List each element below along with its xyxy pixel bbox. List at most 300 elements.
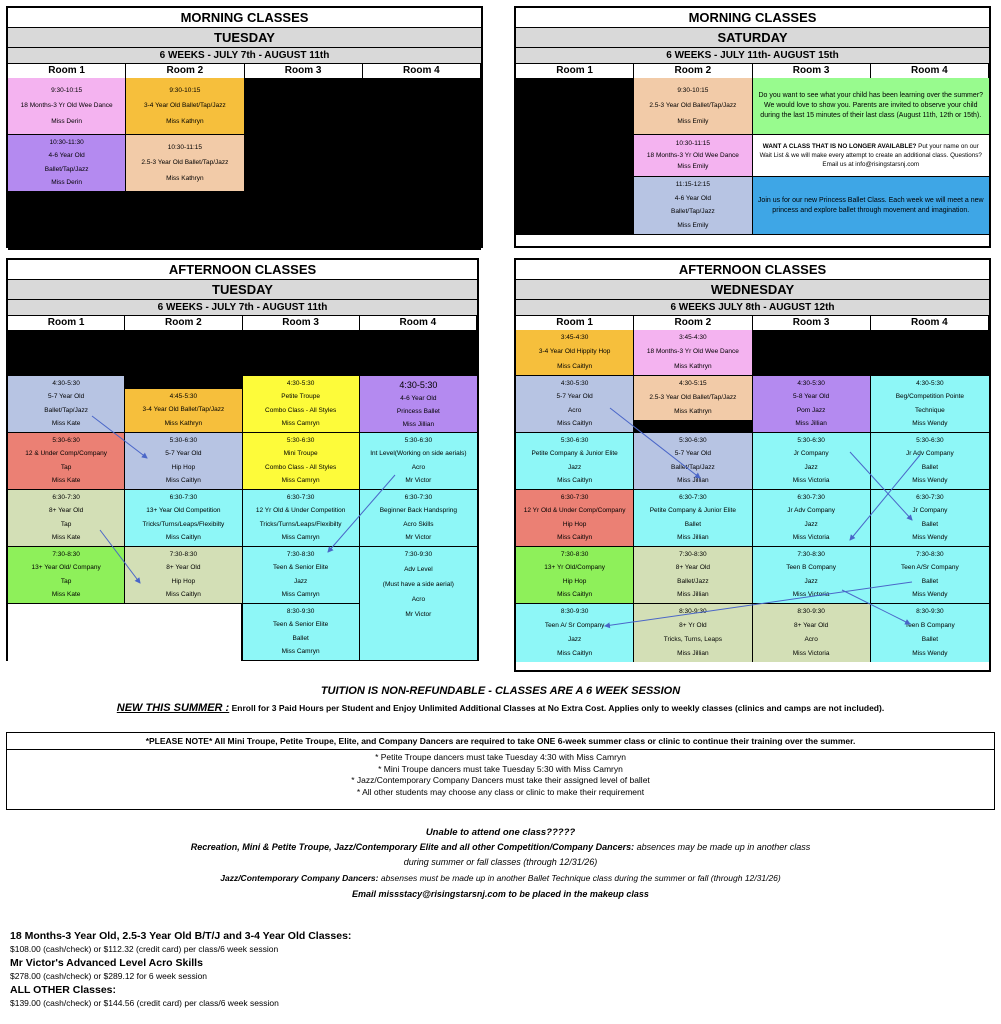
class-name: 12 Yr Old & Under Comp/Company — [523, 507, 626, 515]
room-header: Room 3 — [753, 316, 871, 331]
wednesday-afternoon-schedule — [514, 258, 991, 672]
class-cell — [360, 433, 477, 490]
class-cell — [634, 490, 752, 547]
waitlist-note — [753, 135, 990, 177]
class-cell — [753, 376, 871, 433]
class-teacher: Miss Caitlyn — [557, 591, 593, 599]
please-note-box — [6, 732, 995, 810]
class-name: 5-7 Year Old — [556, 393, 593, 401]
class-time: 4:30-5:30 — [286, 379, 315, 387]
class-time: 9:30-10:15 — [169, 86, 201, 94]
class-name: Jr Company — [793, 450, 829, 458]
class-teacher: Miss Caitlyn — [165, 591, 201, 599]
class-cell — [243, 547, 360, 604]
class-time: 7:30-8:30 — [916, 550, 944, 558]
class-cell — [634, 330, 752, 376]
section-title: AFTERNOON CLASSES — [516, 260, 989, 280]
class-teacher: Miss Jillian — [795, 420, 827, 428]
class-style: Tricks/Turns/Leaps/Flexibilty — [142, 520, 225, 528]
class-style: Ballet/Tap/Jazz — [44, 165, 89, 173]
class-style: Jazz — [567, 463, 582, 471]
class-name: 4-6 Year Old — [400, 394, 437, 402]
class-style: Tap — [60, 463, 72, 471]
class-cell — [126, 135, 244, 192]
room-header: Room 2 — [634, 64, 752, 79]
class-name: Petite Troupe — [281, 393, 320, 401]
class-time: 11:15-12:15 — [675, 180, 710, 188]
class-time: 4:30-5:30 — [797, 379, 825, 387]
requirement-line: * Petite Troupe dancers must take Tuesday 4:30 with Miss Camryn — [375, 752, 626, 762]
requirement-line: * All other students may choose any class or clinic to make their requirement — [356, 786, 645, 797]
class-name: Teen & Senior Elite — [272, 621, 329, 629]
class-time: 4:30-5:30 — [916, 379, 944, 387]
class-style: Ballet — [921, 520, 938, 528]
class-name: 2.5-3 Year Old Ballet/Tap/Jazz — [649, 102, 737, 109]
class-time: 10:30-11:15 — [167, 143, 202, 151]
class-style: Acro — [804, 636, 818, 643]
class-teacher: Miss Victoria — [792, 477, 830, 485]
class-cell — [634, 376, 751, 420]
class-cell — [753, 547, 871, 604]
class-time: 5:30-6:30 — [286, 436, 315, 444]
day-title: TUESDAY — [8, 280, 477, 300]
class-time: 4:45-5:30 — [169, 392, 198, 400]
class-style: Ballet — [684, 520, 701, 528]
class-style: Ballet — [292, 634, 309, 642]
class-teacher: Miss Caitlyn — [557, 650, 593, 657]
class-name: 8+ Year Old — [675, 564, 710, 572]
class-name: 13+ Year Old Competition — [146, 507, 221, 515]
session-dates: 6 WEEKS - JULY 7th - AUGUST 11th — [8, 48, 481, 64]
class-time: 6:30-7:30 — [560, 493, 589, 501]
class-cell — [8, 78, 126, 135]
class-name: 12 Yr Old & Under Competition — [255, 507, 346, 515]
class-teacher: Miss Derin — [51, 179, 82, 187]
class-style: Hip Hop — [562, 520, 587, 528]
class-time: 4:30-5:15 — [679, 380, 707, 387]
class-cell — [516, 433, 634, 490]
empty-area — [8, 604, 125, 661]
class-name: 13+ Yr Old/Company — [544, 564, 605, 572]
class-time: 10:30-11:30 — [49, 138, 84, 146]
class-style: Jazz — [804, 463, 818, 471]
makeup-bold: Jazz/Contemporary Company Dancers: — [220, 873, 379, 883]
class-cell — [634, 177, 752, 235]
class-name: 8+ Yr Old — [679, 622, 707, 629]
class-time: 10:30-11:15 — [675, 139, 710, 147]
requirement-line: * Mini Troupe dancers must take Tuesday 5:30 with Miss Camryn — [378, 763, 623, 774]
class-style: Combo Class - All Styles — [265, 463, 337, 471]
class-teacher: Miss Kate — [51, 420, 81, 428]
class-teacher: Miss Kathryn — [166, 174, 204, 182]
class-time: 7:30-8:30 — [169, 550, 198, 558]
class-time: 5:30-6:30 — [797, 436, 825, 444]
section-title: MORNING CLASSES — [8, 8, 481, 28]
class-name: 13+ Year Old/ Company — [31, 564, 101, 572]
waitlist-heading: WANT A CLASS THAT IS NO LONGER AVAILABLE? — [762, 143, 917, 150]
class-name: 3-4 Year Old Ballet/Tap/Jazz — [142, 406, 225, 414]
class-teacher: Miss Emily — [677, 222, 709, 230]
class-name: Petite Company & Junior Elite — [649, 507, 737, 515]
saturday-morning-schedule — [514, 6, 991, 248]
pricing-heading: Mr Victor's Advanced Level Acro Skills — [10, 957, 203, 969]
class-teacher: Miss Kathryn — [674, 362, 712, 370]
class-style: Ballet — [921, 636, 938, 643]
pricing-heading: ALL OTHER Classes: — [10, 984, 116, 996]
class-teacher: Miss Jillian — [677, 591, 709, 599]
class-name: Beginner Back Handspring — [379, 507, 458, 515]
class-cell — [634, 604, 752, 662]
class-cell — [126, 78, 244, 135]
empty-slot — [8, 192, 126, 250]
empty-slot — [516, 78, 634, 235]
class-style: Tricks, Turns, Leaps — [663, 636, 723, 643]
class-cell — [871, 547, 989, 604]
class-time: 8:30-9:30 — [560, 608, 589, 615]
room-header: Room 4 — [871, 64, 989, 79]
makeup-email-line: Email missstacy@risingstarsnj.com to be placed in the makeup class — [352, 889, 649, 899]
class-cell — [753, 433, 871, 490]
class-teacher: Miss Caitlyn — [557, 477, 593, 485]
class-style: Hip Hop — [171, 463, 196, 471]
class-style: Technique — [915, 406, 945, 414]
observe-note-text: Do you want to see what your child has been learning over the summer? We would love to show you. Parents are invited to observe your child during the last 15 minutes of their last class (August 11th, 12th or 15th). — [758, 92, 983, 119]
class-cell — [634, 135, 752, 177]
class-cell — [516, 376, 634, 433]
class-style: Acro Skills — [403, 520, 434, 528]
class-teacher: Mr Victor — [405, 477, 432, 485]
session-dates: 6 WEEKS - JULY 11th- AUGUST 15th — [516, 48, 989, 64]
class-teacher: Miss Camryn — [281, 477, 320, 485]
class-cell — [8, 376, 125, 433]
class-style: Jazz — [567, 636, 582, 643]
princess-note — [753, 177, 990, 235]
class-teacher: Miss Caitlyn — [557, 420, 593, 428]
room-header: Room 3 — [243, 316, 360, 331]
class-teacher: Miss Jillian — [677, 477, 709, 485]
class-style: Ballet — [921, 577, 938, 585]
class-cell — [243, 433, 360, 490]
class-teacher: Miss Caitlyn — [557, 362, 593, 370]
class-cell — [516, 547, 634, 604]
class-style: Acro — [411, 596, 426, 603]
observe-note — [753, 78, 990, 135]
princess-note-text: Join us for our new Princess Ballet Class. Each week we will meet a new princess and explore ballet through movement and imagination. — [757, 196, 984, 214]
class-teacher: Mr Victor — [405, 534, 432, 542]
class-style: Jazz — [804, 520, 818, 528]
class-time: 6:30-7:30 — [797, 493, 825, 501]
class-time: 5:30-6:30 — [560, 436, 589, 444]
empty-slot — [245, 78, 363, 250]
pricing-section — [10, 929, 351, 1010]
class-style: Ballet — [921, 463, 938, 471]
makeup-title: Unable to attend one class????? — [425, 827, 576, 838]
class-name: Teen B Company — [786, 564, 837, 572]
class-name: 18 Months-3 Yr Old Wee Dance — [646, 348, 739, 356]
room-header: Room 1 — [8, 64, 126, 79]
class-name: 8+ Year Old — [166, 564, 201, 572]
class-name: Teen & Senior Elite — [272, 564, 329, 572]
pricing-text: $278.00 (cash/check) or $289.12 for 6 week session — [10, 971, 208, 981]
class-style: Acro — [567, 406, 582, 414]
class-time: 6:30-7:30 — [286, 493, 315, 501]
class-cell — [516, 604, 634, 662]
makeup-bold: Recreation, Mini & Petite Troupe, Jazz/Contemporary Elite and all other Competition/Company Dancers: — [190, 842, 635, 852]
class-cell — [8, 547, 125, 604]
please-note-header: *PLEASE NOTE* All Mini Troupe, Petite Troupe, Elite, and Company Dancers are required to take ONE 6-week summer class or clinic to continue their training over the summer. — [7, 733, 994, 750]
class-time: 3:45-4:30 — [560, 334, 589, 342]
class-name: 5-7 Year Old — [674, 450, 711, 458]
session-dates: 6 WEEKS JULY 8th - AUGUST 12th — [516, 300, 989, 316]
class-teacher: Miss Wendy — [912, 534, 948, 542]
class-name: 5-7 Year Old — [48, 393, 85, 401]
day-title: WEDNESDAY — [516, 280, 989, 300]
new-this-summer — [0, 702, 1001, 714]
class-teacher: Miss Emily — [677, 117, 709, 125]
class-time: 7:30-8:30 — [560, 550, 589, 558]
class-cell — [8, 490, 125, 547]
class-time: 7:30-8:30 — [679, 550, 707, 558]
class-name: 5-7 Year Old — [165, 450, 202, 458]
class-style: Combo Class - All Styles — [265, 406, 337, 414]
class-time: 6:30-7:30 — [52, 493, 80, 501]
class-style: Hip Hop — [562, 577, 587, 585]
class-style: Tricks/Turns/Leaps/Flexibilty — [259, 520, 342, 528]
empty-slot — [126, 192, 244, 250]
class-name: Jr Adv Company — [906, 450, 954, 458]
class-time: 8:30-9:30 — [797, 608, 825, 615]
room-header: Room 4 — [871, 316, 989, 331]
class-style: Acro — [411, 463, 426, 471]
class-time: 9:30-10:15 — [677, 86, 709, 94]
class-cell — [753, 604, 871, 662]
class-cell — [360, 376, 477, 433]
empty-slot — [360, 330, 477, 376]
class-teacher: Miss Kathryn — [164, 420, 203, 428]
empty-slot — [243, 330, 360, 376]
day-title: SATURDAY — [516, 28, 989, 48]
session-dates: 6 WEEKS - JULY 7th - AUGUST 11th — [8, 300, 477, 316]
class-cell — [8, 135, 126, 192]
class-name: 3-4 Year Old Hippity Hop — [538, 348, 611, 356]
empty-slot — [125, 330, 242, 376]
class-style: Ballet/Tap/Jazz — [671, 208, 715, 216]
class-name: Teen A/ Sr Company — [544, 622, 605, 629]
class-style: Hip Hop — [171, 577, 196, 585]
class-style: Ballet/Tap/Jazz — [671, 463, 715, 471]
class-cell — [243, 490, 360, 547]
empty-slot — [363, 78, 481, 250]
day-title: TUESDAY — [8, 28, 481, 48]
class-cell — [516, 490, 634, 547]
class-name: Adv Level — [404, 566, 433, 573]
class-style: Jazz — [804, 577, 818, 585]
class-cell — [360, 490, 477, 547]
class-time: 5:30-6:30 — [52, 436, 80, 444]
room-header: Room 1 — [516, 64, 634, 79]
tuesday-morning-schedule — [6, 6, 483, 248]
tuesday-afternoon-schedule — [6, 258, 479, 668]
empty-slot — [753, 330, 871, 376]
class-time: 5:30-6:30 — [169, 436, 198, 444]
makeup-line — [0, 873, 1001, 883]
pricing-heading: 18 Months-3 Year Old, 2.5-3 Year Old B/T/J and 3-4 Year Old Classes: — [10, 930, 352, 942]
requirement-line: * Jazz/Contemporary Company Dancers must take their assigned level of ballet — [351, 775, 650, 785]
makeup-line — [0, 842, 1001, 852]
class-teacher: Miss Jillian — [677, 534, 709, 542]
class-name: Int Level(Working on side aerials) — [370, 450, 467, 458]
new-text: Enroll for 3 Paid Hours per Student and Enjoy Unlimited Additional Classes at No Extra Cost. Applies only to weekly classes (clinics and camps are not included). — [229, 703, 885, 713]
class-teacher: Miss Emily — [677, 163, 709, 171]
class-name: Mini Troupe — [283, 450, 318, 458]
class-name: Jr Adv Company — [787, 507, 835, 515]
class-style: Tap — [60, 520, 72, 528]
class-teacher: Miss Victoria — [792, 534, 830, 542]
class-name: 3-4 Year Old Ballet/Tap/Jazz — [144, 102, 226, 109]
class-teacher: Miss Camryn — [281, 648, 320, 656]
makeup-line: during summer or fall classes (through 12/31/26) — [403, 857, 598, 867]
room-header: Room 4 — [360, 316, 477, 331]
class-time: 4:30-5:30 — [52, 379, 80, 387]
split-cell — [634, 376, 752, 433]
class-time: 9:30-10:15 — [51, 86, 83, 94]
class-style: Princess Ballet — [396, 407, 440, 415]
class-time: 6:30-7:30 — [916, 493, 944, 501]
class-name: Teen B Company — [904, 622, 955, 629]
class-cell — [871, 376, 989, 433]
class-cell — [516, 330, 634, 376]
class-cell — [871, 433, 989, 490]
class-name: Petite Company & Junior Elite — [531, 450, 618, 458]
class-time: 7:30-8:30 — [797, 550, 825, 558]
class-name: 2.5-3 Year Old Ballet/Tap/Jazz — [649, 394, 737, 401]
class-time: 4:30-5:30 — [399, 379, 438, 390]
class-time: 7:30-9:30 — [404, 551, 433, 558]
class-name: 4-6 Year Old — [674, 194, 711, 202]
class-cell — [125, 388, 241, 432]
class-teacher: Miss Camryn — [281, 534, 320, 542]
section-title: MORNING CLASSES — [516, 8, 989, 28]
class-style: Ballet/Jazz — [677, 577, 709, 585]
class-name: 8+ Year Old — [49, 507, 84, 515]
class-name: 5-8 Year Old — [793, 393, 830, 401]
class-style: Tap — [60, 577, 72, 585]
class-teacher: Miss Kate — [51, 477, 81, 485]
room-header: Room 3 — [753, 64, 871, 79]
pricing-text: $139.00 (cash/check) or $144.56 (credit card) per class/6 week session — [10, 998, 279, 1008]
class-requirement: (Must have a side aerial) — [382, 581, 454, 588]
class-cell — [634, 547, 752, 604]
class-cell — [753, 490, 871, 547]
class-name: Teen A/Sr Company — [900, 564, 959, 572]
empty-slot — [8, 330, 125, 376]
class-teacher: Miss Derin — [51, 117, 82, 125]
room-header: Room 2 — [125, 316, 242, 331]
class-teacher: Miss Kate — [51, 534, 81, 542]
class-time: 7:30-8:30 — [286, 550, 315, 558]
class-name: 18 Months-3 Yr Old Wee Dance — [20, 102, 113, 109]
class-teacher: Miss Caitlyn — [165, 534, 201, 542]
class-style: Jazz — [293, 577, 308, 585]
class-time: 5:30-6:30 — [916, 436, 944, 444]
class-teacher: Miss Caitlyn — [165, 477, 201, 485]
new-label: NEW THIS SUMMER : — [116, 702, 230, 714]
class-time: 5:30-6:30 — [404, 436, 433, 444]
class-cell — [125, 490, 242, 547]
class-teacher: Miss Kathryn — [674, 408, 712, 415]
class-time: 3:45-4:30 — [679, 334, 707, 342]
room-header: Room 1 — [516, 316, 634, 331]
class-time: 7:30-8:30 — [52, 550, 80, 558]
class-teacher: Miss Victoria — [792, 650, 830, 657]
class-cell — [243, 376, 360, 433]
class-time: 8:30-9:30 — [916, 608, 944, 615]
empty-slot — [871, 330, 989, 376]
class-name: Jr Company — [912, 507, 948, 515]
class-teacher: Miss Kathryn — [166, 117, 204, 125]
waitlist-text: Put your name on our Wait List & we will make every attempt to create an additional class. Questions? Email us at info@risingstarsnj.com — [759, 143, 982, 168]
class-name: 12 & Under Comp/Company — [25, 450, 107, 458]
class-cell — [871, 604, 989, 662]
room-header: Room 4 — [363, 64, 481, 79]
class-teacher: Miss Wendy — [912, 477, 948, 485]
class-time: 8:30-9:30 — [679, 608, 707, 615]
class-time: 6:30-7:30 — [679, 493, 707, 501]
class-teacher: Mr Victor — [405, 611, 432, 618]
class-time: 5:30-6:30 — [679, 436, 707, 444]
class-cell — [243, 604, 360, 661]
class-teacher: Miss Wendy — [912, 650, 948, 657]
class-time: 6:30-7:30 — [404, 493, 433, 501]
class-cell — [125, 547, 242, 604]
class-name: 8+ Year Old — [794, 622, 829, 629]
room-header: Room 3 — [245, 64, 363, 79]
makeup-text: absenses must be made up in another Ballet Technique class during the summer or fall (through 12/31/26) — [378, 873, 781, 883]
class-time: 4:30-5:30 — [560, 379, 589, 387]
class-cell — [634, 78, 752, 135]
class-teacher: Miss Wendy — [912, 591, 948, 599]
section-title: AFTERNOON CLASSES — [8, 260, 477, 280]
pricing-text: $108.00 (cash/check) or $112.32 (credit card) per class/6 week session — [10, 944, 279, 954]
class-cell — [871, 490, 989, 547]
class-name: 18 Months-3 Yr Old Wee Dance — [646, 151, 739, 159]
class-name: 2.5-3 Year Old Ballet/Tap/Jazz — [141, 159, 229, 166]
empty-area — [125, 604, 242, 661]
tuition-heading: TUITION IS NON-REFUNDABLE - CLASSES ARE A 6 WEEK SESSION — [320, 685, 681, 697]
class-name: 4-6 Year Old — [48, 152, 85, 160]
empty-slot — [634, 420, 751, 432]
class-time: 6:30-7:30 — [169, 493, 198, 501]
split-cell — [125, 376, 242, 433]
class-style: Ballet/Tap/Jazz — [44, 406, 88, 414]
class-cell — [360, 547, 477, 661]
class-cell — [634, 433, 752, 490]
class-teacher: Miss Camryn — [281, 591, 320, 599]
class-teacher: Miss Caitlyn — [557, 534, 593, 542]
class-name: Beg/Competition Pointe — [895, 393, 965, 401]
class-teacher: Miss Jillian — [677, 650, 709, 657]
class-cell — [8, 433, 125, 490]
room-header: Room 1 — [8, 316, 125, 331]
class-time: 8:30-9:30 — [286, 607, 315, 615]
room-header: Room 2 — [634, 316, 752, 331]
class-teacher: Miss Victoria — [792, 591, 830, 599]
makeup-text: absences may be made up in another class — [634, 842, 811, 852]
class-cell — [125, 433, 242, 490]
class-teacher: Miss Kate — [51, 591, 81, 599]
class-teacher: Miss Jillian — [402, 420, 435, 428]
class-style: Pom Jazz — [796, 406, 826, 414]
